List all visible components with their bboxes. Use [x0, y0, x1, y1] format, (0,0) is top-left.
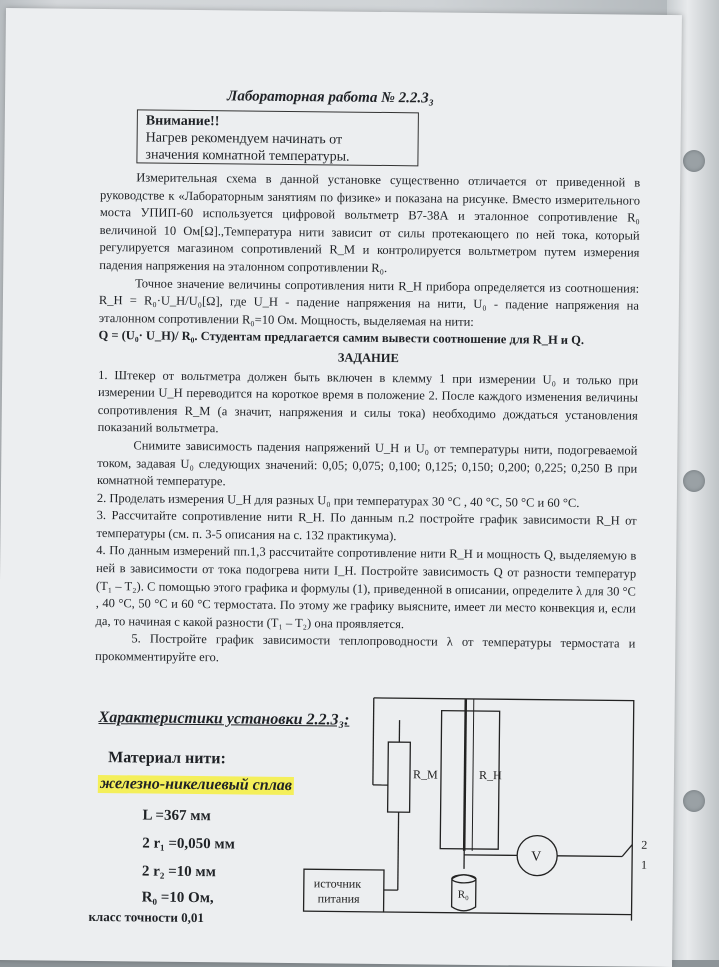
- resistor-r0-top-icon: [452, 875, 476, 883]
- circuit-wire-top: [371, 698, 633, 921]
- terminal-1: 1: [641, 858, 647, 872]
- source-label-1: источник: [314, 876, 362, 890]
- material-label: Материал нити:: [108, 749, 226, 768]
- param-length: L =367 мм: [142, 807, 210, 825]
- task-item-1b: Снимите зависимость падения напряжений U_H и U₀ от температуры нити, подогреваемой током, задавая U₀ следующих значений: 0,05; 0,075; 0,100; 0,125; 0,150; 0,200; 0,225; 0,250 В при комнатной температуре.: [97, 437, 638, 495]
- material-value: железно-никелиевый сплав: [98, 775, 294, 795]
- filament-wire-icon: [464, 699, 466, 851]
- switch-lever-icon: [622, 844, 632, 856]
- paragraph-power-formula: Q = (U₀· U_H)/ R₀. Студентам предлагается самим вывести соотношение для R_H и Q.: [98, 327, 638, 350]
- source-label-2: питания: [318, 891, 361, 905]
- terminal-2: 2: [641, 838, 647, 852]
- task-item-4: 4. По данным измерений пп.1,3 рассчитайте сопротивление нити R_H и мощность Q, выделяемую в ней в зависимости от тока подогрева нити I_H. Постройте зависимость Q от разности температур (T₁ – T₂). С помощью этого графика и формулы (1), приведенной в описании, определите λ для 30 °С , 40 °С, 50 °С и 60 °С термостата. По этому же графику выясните, имеет ли место конвекция и, если да, то начиная с какой разности (T₁ – T₂) она проявляется.: [95, 542, 636, 636]
- param-r1: 2 r₁ =0,050 мм: [142, 835, 235, 853]
- label-r0: R₀: [458, 889, 469, 901]
- task-item-3: 3. Рассчитайте сопротивление нити R_H. По данным п.2 постройте график зависимости R_H от температуры (см. п. 3-5 описания на с. 132 практикума).: [96, 507, 636, 548]
- param-r2: 2 r₂ =10 мм: [142, 863, 216, 881]
- characteristics-heading: Характеристики установки 2.2.3₃:: [98, 709, 349, 730]
- circuit-wire-left: [373, 698, 374, 785]
- punch-hole-icon: [683, 150, 705, 172]
- document-body: [95, 169, 640, 671]
- resistor-rm-icon: [388, 742, 411, 812]
- filament-wire-icon: [472, 699, 474, 851]
- rm-bottom-wire: [398, 812, 399, 890]
- param-accuracy: класс точности 0,01: [88, 909, 204, 926]
- paragraph-resistance: Точное значение величины сопротивления нити R_H прибора определяется из соотношения: R_H = R₀·U_H/U₀[Ω], где U_H - падение напряжения на нити, U₀ - падение напряжения на эталонном сопротивлении R₀=10 Ом. Мощность, выделяемая на нити:: [99, 275, 640, 333]
- task-item-1: 1. Штекер от вольтметра должен быть включен в клемму 1 при измерении U₀ и только при измерении U_H переводится на короткое время в положение 2. После каждого изменения величины сопротивления R_M (а значит, напряжения и силы тока) необходимо дождаться установления показаний вольтметра.: [98, 367, 639, 443]
- voltmeter-left-wire: [464, 855, 517, 856]
- voltmeter-right-wire: [557, 856, 622, 857]
- label-rh: R_H: [479, 768, 502, 782]
- label-rm: R_M: [413, 767, 438, 781]
- task-item-5: 5. Постройте график зависимости теплопроводности λ от температуры термостата и прокомментируйте его.: [95, 630, 635, 671]
- punch-hole-icon: [683, 470, 705, 492]
- voltmeter-label: V: [531, 850, 541, 865]
- document-page: [0, 8, 682, 967]
- bottom-wire: [384, 912, 632, 915]
- task-heading: ЗАДАНИЕ: [98, 347, 638, 370]
- param-r0: R₀ =10 Ом,: [142, 889, 214, 907]
- task-item-2: 2. Проделать измерения U_H для разных U₀ при температурах 30 °С , 40 °С, 50 °С и 60 °С.: [97, 490, 637, 513]
- paragraph-intro: Измерительная схема в данной установке существенно отличается от приведенной в руководстве к «Лабораторным занятиям по физике» и показана на рисунке. Вместо измерительного моста УПИП-60 используется цифровой вольтметр В7-38А и эталонное сопротивление R₀ величиной 10 Ом[Ω].,Температура нити зависит от силы протекающего по ней тока, который регулируется магазином сопротивлений R_M и контролируется вольтметром путем измерения падения напряжения на эталонном сопротивлении R₀.: [99, 169, 640, 280]
- notice-heading: Внимание!!: [146, 112, 410, 132]
- notice-line: значения комнатной температуры.: [145, 146, 409, 166]
- circuit-diagram: [291, 689, 633, 923]
- notice-line: Нагрев рекомендуем начинать от: [146, 129, 410, 149]
- notice-box: [136, 109, 419, 166]
- punch-hole-icon: [683, 790, 705, 812]
- page-title: Лабораторная работа № 2.2.3₃: [227, 88, 434, 107]
